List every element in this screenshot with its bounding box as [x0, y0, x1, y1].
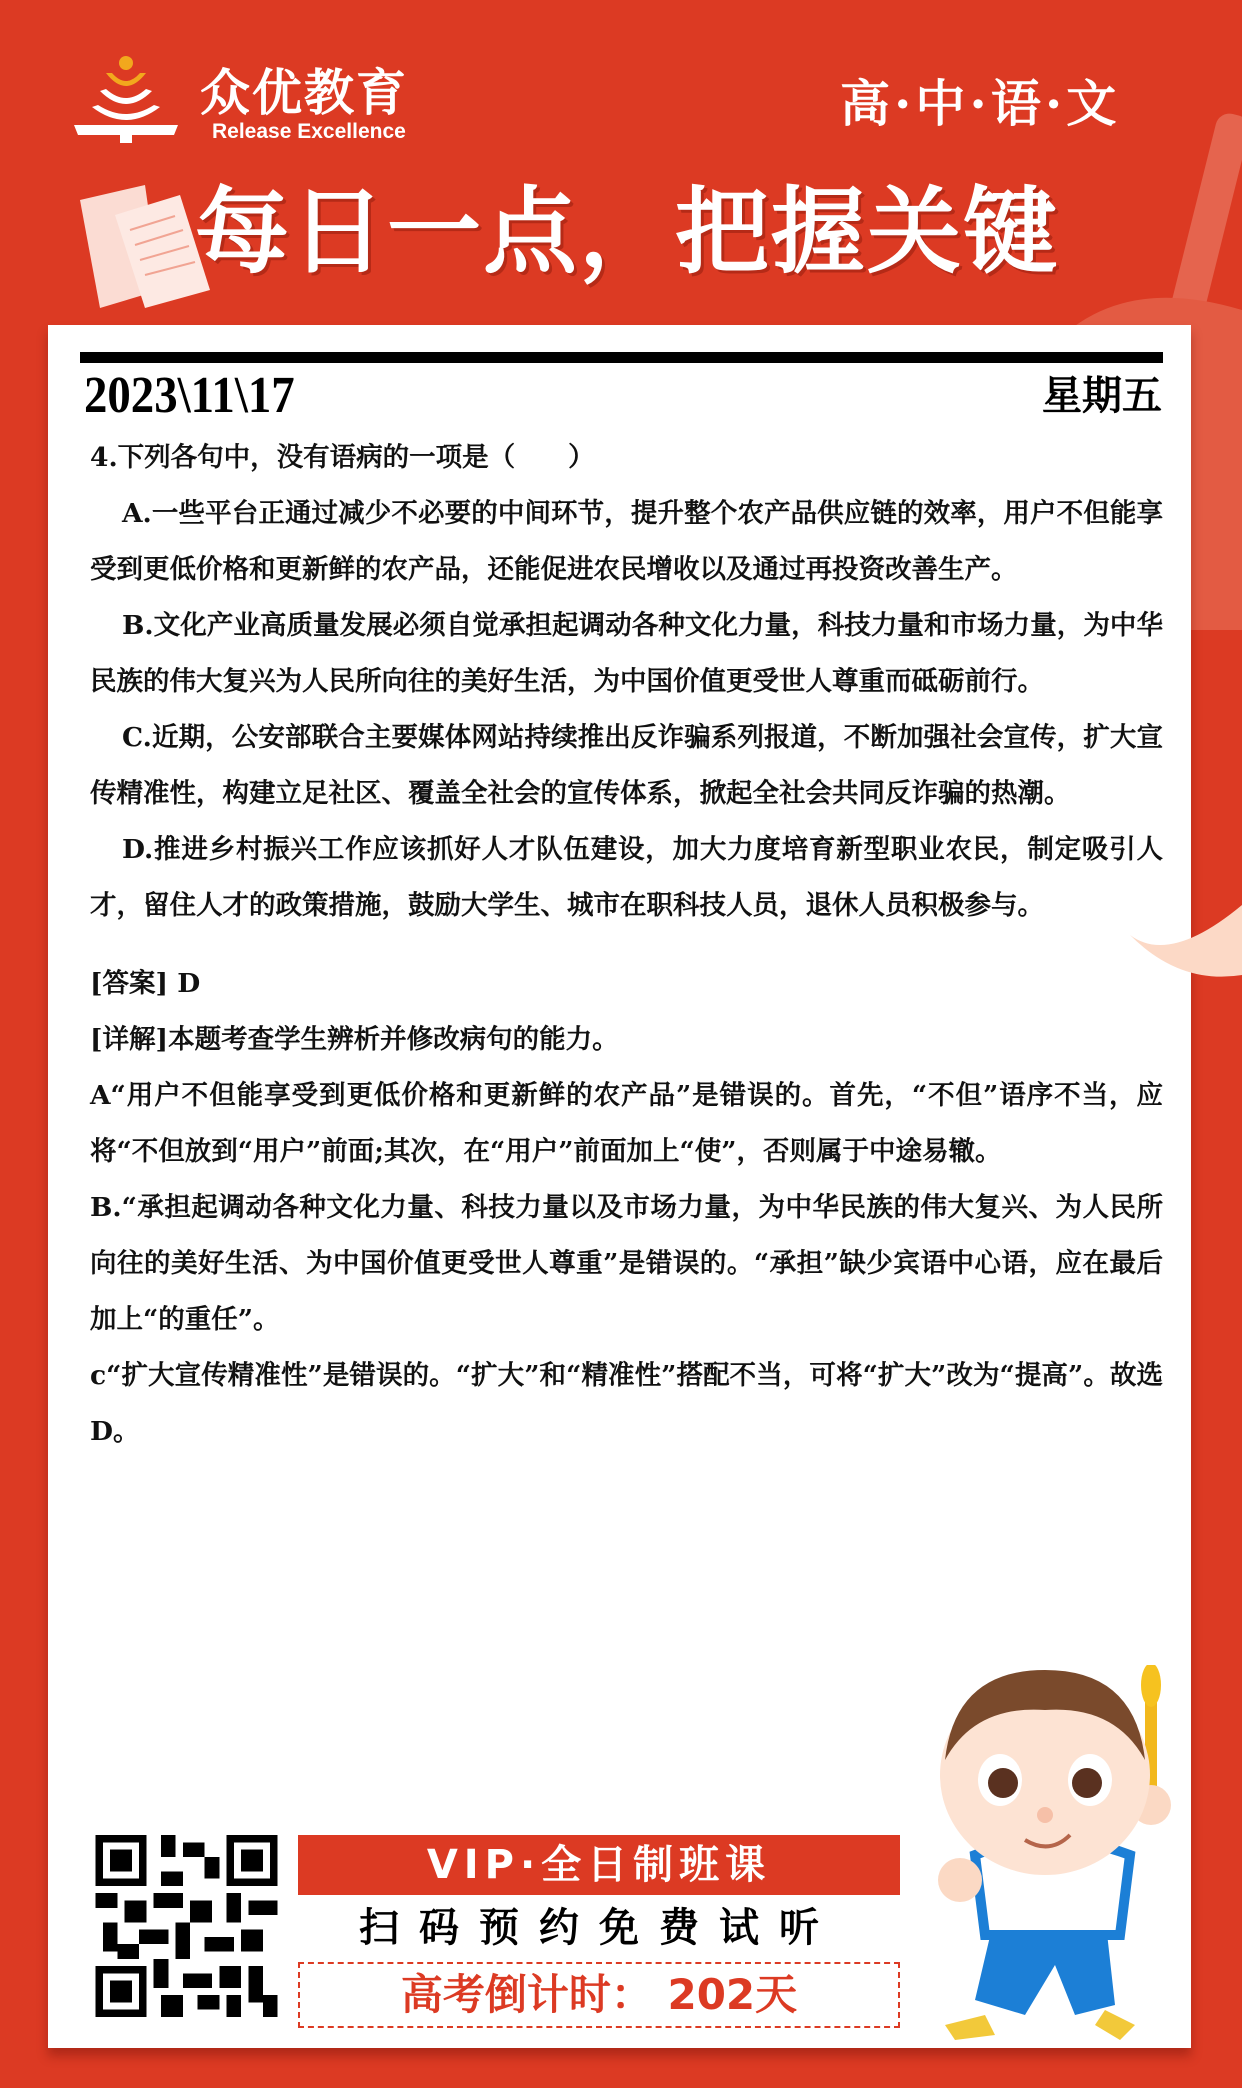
explanation-intro: [详解]本题考查学生辨析并修改病句的能力。	[90, 1024, 619, 1055]
option-c: C.近期，公安部联合主要媒体网站持续推出反诈骗系列报道，不断加强社会宣传，扩大宣传精准性，构建立足社区、覆盖全社会的宣传体系，掀起全社会共同反诈骗的热潮。	[90, 722, 1163, 809]
qr-code-icon[interactable]	[93, 1835, 280, 2017]
weekday-label: 星期五	[1042, 372, 1162, 419]
date-label: 2023\11\17	[84, 367, 295, 424]
brand-name: 众优教育	[200, 64, 408, 122]
page-headline: 每日一点，把握关键	[195, 178, 1060, 287]
explanation-b: B.“承担起调动各种文化力量、科技力量以及市场力量，为中华民族的伟大复兴、为人民所向往的美好生活、为中国价值更受世人尊重”是错误的。“承担”缺少宾语中心语，应在最后加上“的重任”。	[90, 1192, 1163, 1335]
brand-logo-icon	[70, 55, 182, 143]
explanation-a: A“用户不但能享受到更低价格和更新鲜的农产品”是错误的。首先，“不但”语序不当，应将“不但放到“用户”前面;其次，在“用户”前面加上“使”，否则属于中途易辙。	[90, 1080, 1163, 1167]
option-a: A.一些平台正通过减少不必要的中间环节，提升整个农产品供应链的效率，用户不但能享受到更低价格和更新鲜的农产品，还能促进农民增收以及通过再投资改善生产。	[90, 498, 1163, 585]
answer-line: [答案] D	[90, 968, 201, 999]
scan-to-book-label: 扫码预约免费试听	[359, 1905, 839, 1951]
papers-decoration-icon	[75, 180, 215, 310]
exam-countdown: 高考倒计时： 202天	[298, 1962, 900, 2028]
option-d: D.推进乡村振兴工作应该抓好人才队伍建设，加大力度培育新型职业农民，制定吸引人才，留住人才的政策措施，鼓励大学生、城市在职科技人员，退休人员积极参与。	[90, 834, 1163, 921]
question-stem: 4.下列各句中，没有语病的一项是（ ）	[90, 442, 595, 473]
explanation-c: c“扩大宣传精准性”是错误的。“扩大”和“精准性”搭配不当，可将“扩大”改为“提高”。故选D。	[90, 1360, 1163, 1447]
mascot-icon	[905, 1665, 1195, 2045]
question-body	[90, 430, 1163, 1460]
option-b: B.文化产业高质量发展必须自觉承担起调动各种文化力量，科技力量和市场力量，为中华民族的伟大复兴为人民所向往的美好生活，为中国价值更受世人尊重而砥砺前行。	[90, 610, 1163, 697]
brand-tagline: Release Excellence	[212, 120, 406, 143]
divider	[80, 352, 1163, 363]
vip-class-banner[interactable]: VIP·全日制班课	[298, 1835, 900, 1895]
subject-label: 高·中·语·文	[840, 74, 1121, 133]
